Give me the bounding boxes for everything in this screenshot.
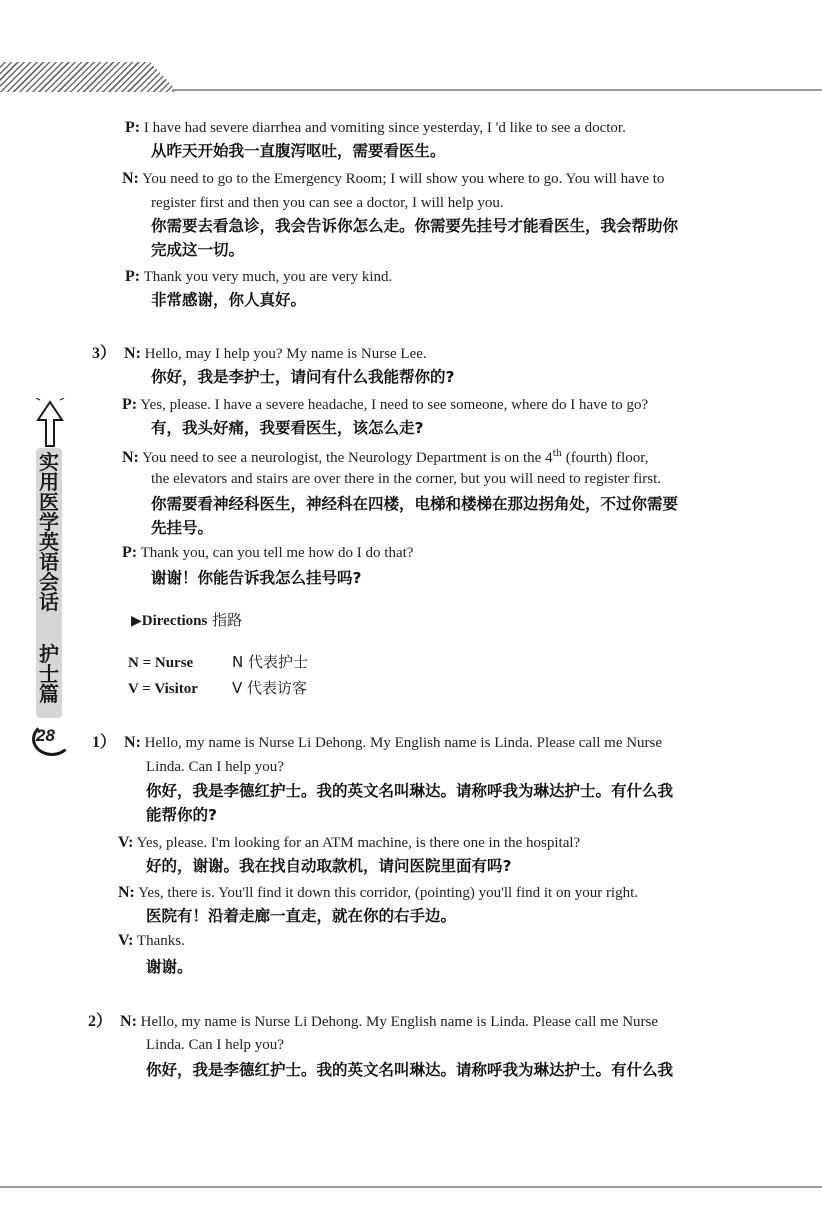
speaker-label: N: bbox=[122, 170, 139, 187]
chinese-translation: 谢谢！你能告诉我怎么挂号吗? bbox=[151, 569, 362, 587]
chinese-translation: 先挂号。 bbox=[151, 519, 214, 537]
chinese-translation: 好的，谢谢。我在找自动取款机，请问医院里面有吗? bbox=[146, 857, 512, 875]
english-text: register first and then you can see a doctor, I will help you. bbox=[151, 195, 504, 211]
chinese-translation: 从昨天开始我一直腹泻呕吐，需要看医生。 bbox=[151, 142, 446, 160]
dialogue-line bbox=[146, 1034, 284, 1055]
book-title: 实用医学英语会话 bbox=[39, 450, 59, 614]
dialogue-line bbox=[146, 756, 284, 777]
dialogue-number: 2） bbox=[88, 1013, 113, 1030]
dialogue-line bbox=[92, 343, 427, 364]
dialogue-line bbox=[125, 117, 626, 138]
chinese-translation: 有，我头好痛，我要看医生，该怎么走? bbox=[151, 419, 424, 437]
arrow-up-icon bbox=[32, 398, 68, 448]
dialogue-line bbox=[118, 930, 185, 951]
legend-value: V 代表访客 bbox=[232, 679, 308, 697]
chinese-translation: 非常感谢，你人真好。 bbox=[151, 291, 307, 309]
english-text: Yes, there is. You'll find it down this corridor, (pointing) you'll find it on your right. bbox=[134, 885, 639, 901]
english-text: (fourth) floor, bbox=[561, 450, 649, 466]
legend-key: N = Nurse bbox=[128, 655, 194, 671]
dialogue-number: 1） bbox=[92, 734, 117, 751]
dialogue-line bbox=[146, 957, 193, 977]
dialogue-line bbox=[146, 856, 512, 876]
dialogue-line bbox=[151, 290, 306, 310]
book-sidebar bbox=[30, 398, 70, 770]
legend-value: N 代表护士 bbox=[232, 653, 308, 671]
speaker-label: V: bbox=[118, 932, 134, 949]
dialogue-line bbox=[146, 805, 217, 825]
english-text: Yes, please. I'm looking for an ATM machine, is there one in the hospital? bbox=[133, 835, 581, 851]
dialogue-line bbox=[146, 906, 456, 926]
header-rule bbox=[172, 89, 822, 91]
legend-row bbox=[128, 652, 308, 673]
speaker-label: P: bbox=[125, 119, 141, 136]
english-text: Thanks. bbox=[133, 933, 185, 949]
directions-heading: ▶Directions 指路 bbox=[131, 611, 243, 629]
dialogue-line bbox=[151, 367, 455, 387]
speaker-label: V: bbox=[118, 834, 134, 851]
dialogue-line bbox=[151, 494, 678, 514]
dialogue-line bbox=[151, 568, 362, 588]
english-text: I have had severe diarrhea and vomiting since yesterday, I 'd like to see a doctor. bbox=[140, 120, 626, 136]
chinese-translation: 你好，我是李德红护士。我的英文名叫琳达。请称呼我为琳达护士。有什么我 bbox=[146, 782, 674, 800]
book-subtitle: 护士篇 bbox=[39, 642, 59, 706]
dialogue-line bbox=[146, 1060, 673, 1080]
directions-heading-en: Directions bbox=[141, 613, 208, 629]
chinese-translation: 能帮你的? bbox=[146, 806, 217, 824]
english-text: Hello, may I help you? My name is Nurse Lee. bbox=[140, 346, 427, 362]
speaker-label: P: bbox=[122, 544, 138, 561]
chinese-translation: 你好，我是李德红护士。我的英文名叫琳达。请称呼我为琳达护士。有什么我 bbox=[146, 1061, 674, 1079]
dialogue-line bbox=[88, 1011, 658, 1032]
page-number bbox=[32, 716, 72, 756]
chinese-translation: 完成这一切。 bbox=[151, 241, 245, 259]
dialogue-line bbox=[151, 468, 661, 489]
speaker-label: N: bbox=[120, 1013, 137, 1030]
chinese-translation: 你好，我是李护士，请问有什么我能帮你的? bbox=[151, 368, 455, 386]
chinese-translation: 你需要看神经科医生，神经科在四楼，电梯和楼梯在那边拐角处，不过你需要 bbox=[151, 495, 679, 513]
english-text: Linda. Can I help you? bbox=[146, 1037, 284, 1053]
dialogue-line bbox=[151, 216, 678, 236]
dialogue-line bbox=[151, 518, 213, 538]
english-text: Linda. Can I help you? bbox=[146, 759, 284, 775]
footer-rule bbox=[0, 1186, 822, 1188]
english-text: Hello, my name is Nurse Li Dehong. My English name is Linda. Please call me Nurse bbox=[136, 1014, 659, 1030]
dialogue-line bbox=[151, 192, 504, 213]
directions-heading-zh: 指路 bbox=[212, 611, 243, 629]
legend-row bbox=[128, 678, 307, 699]
dialogue-line bbox=[146, 781, 673, 801]
legend-key: V = Visitor bbox=[128, 681, 198, 697]
english-text: the elevators and stairs are over there in the corner, but you will need to register first. bbox=[151, 471, 662, 487]
dialogue-number: 3） bbox=[92, 345, 117, 362]
chinese-translation: 谢谢。 bbox=[146, 958, 193, 976]
dialogue-line bbox=[118, 832, 580, 853]
english-text: Yes, please. I have a severe headache, I need to see someone, where do I have to go? bbox=[137, 397, 649, 413]
chinese-translation: 你需要去看急诊，我会告诉你怎么走。你需要先挂号才能看医生，我会帮助你 bbox=[151, 217, 679, 235]
speaker-label: P: bbox=[122, 396, 138, 413]
page-number-text: 28 bbox=[36, 726, 55, 745]
speaker-label: N: bbox=[124, 734, 141, 751]
chinese-translation: 医院有！沿着走廊一直走，就在你的右手边。 bbox=[146, 907, 457, 925]
speaker-label: N: bbox=[122, 449, 139, 466]
english-text: You need to see a neurologist, the Neurology Department is on the 4 bbox=[138, 450, 553, 466]
english-text: You need to go to the Emergency Room; I will show you where to go. You will have to bbox=[138, 171, 665, 187]
speaker-label: N: bbox=[118, 884, 135, 901]
dialogue-line bbox=[118, 882, 638, 903]
dialogue-line bbox=[122, 394, 648, 415]
header-hatch-decoration bbox=[0, 62, 178, 92]
speaker-label: P: bbox=[125, 268, 141, 285]
dialogue-line bbox=[151, 141, 446, 161]
dialogue-line bbox=[151, 418, 424, 438]
dialogue-line bbox=[92, 732, 662, 753]
english-text: Hello, my name is Nurse Li Dehong. My English name is Linda. Please call me Nurse bbox=[140, 735, 663, 751]
dialogue-line bbox=[122, 542, 413, 563]
speaker-label: N: bbox=[124, 345, 141, 362]
english-text: Thank you, can you tell me how do I do that? bbox=[137, 545, 414, 561]
english-text: Thank you very much, you are very kind. bbox=[140, 269, 393, 285]
dialogue-line bbox=[125, 266, 392, 287]
ordinal-suffix: th bbox=[552, 449, 562, 459]
dialogue-line bbox=[151, 240, 244, 260]
dialogue-line bbox=[122, 168, 664, 189]
dialogue-line bbox=[122, 444, 648, 468]
